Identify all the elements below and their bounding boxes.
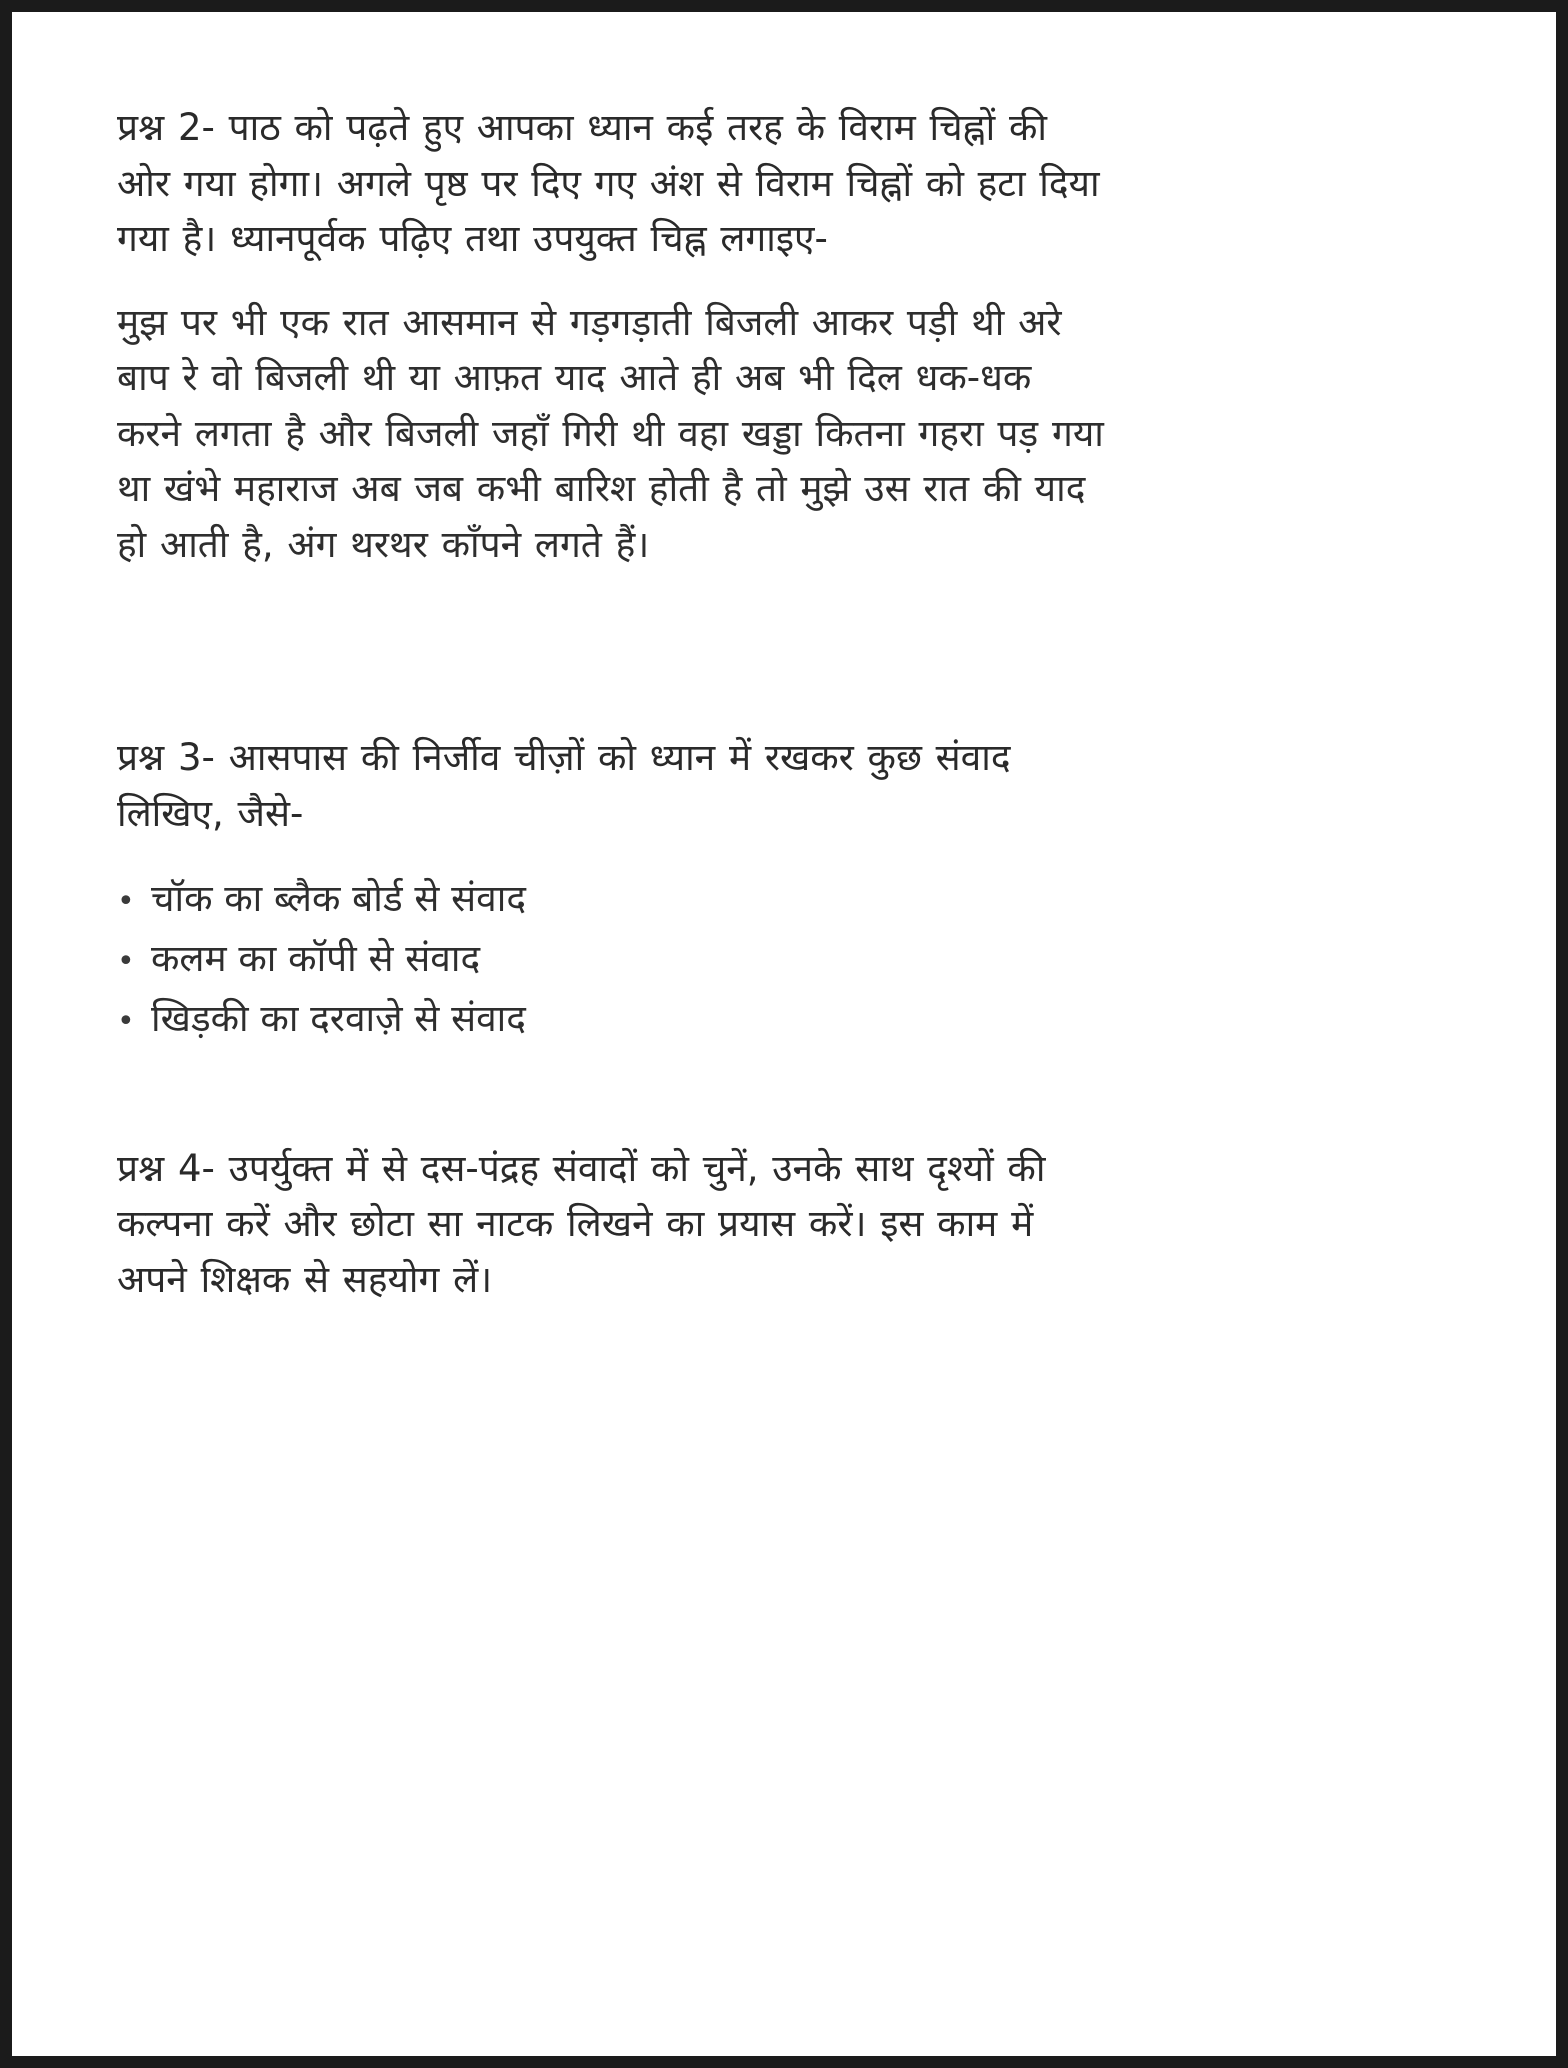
question-2-text: प्रश्न 2- पाठ को पढ़ते हुए आपका ध्यान कई तरह के विराम चिह्नों की ओर गया होगा। अगले पृष्ठ पर दिए गए अंश से विराम चिह्नों को हटा दिया गया है। ध्यानपूर्वक पढ़िए तथा उपयुक्त चिह्न लगाइए- <box>117 106 1100 260</box>
question-3-text: प्रश्न 3- आसपास की निर्जीव चीज़ों को ध्यान में रखकर कुछ संवाद लिखिए, जैसे- <box>117 736 1011 835</box>
list-item <box>117 869 1107 929</box>
bullet-icon: • <box>117 884 135 919</box>
bullet-icon: • <box>117 943 135 979</box>
question-4-text: प्रश्न 4- उपर्युक्त में से दस-पंद्रह संवादों को चुनें, उनके साथ दृश्यों की कल्पना करें और छोटा सा नाटक लिखने का प्रयास करें। इस काम में अपने शिक्षक से सहयोग लें। <box>117 1146 1046 1301</box>
spacer <box>117 1049 1107 1095</box>
page-content <box>117 100 1107 1335</box>
list-item-text: चॉक का ब्लैक बोर्ड से संवाद <box>151 877 526 920</box>
bullet-icon: • <box>117 1003 135 1039</box>
list-item <box>117 929 1107 989</box>
list-item-text: कलम का कॉपी से संवाद <box>151 936 481 980</box>
dialogue-examples-list <box>117 869 1107 1049</box>
passage-paragraph: मुझ पर भी एक रात आसमान से गड़गड़ाती बिजली आकर पड़ी थी अरे बाप रे वो बिजली थी या आफ़त याद आते ही अब भी दिल धक-धक करने लगता है और बिजली जहाँ गिरी थी वहा खड्डा कितना गहरा पड़ गया था खंभे महाराज अब जब कभी बारिश होती है तो मुझे उस रात की याद हो आती है, अंग थरथर काँपने लगते हैं। <box>117 300 1104 566</box>
spacer <box>117 1095 1107 1141</box>
list-item-text: खिड़की का दरवाज़े से संवाद <box>151 996 526 1040</box>
list-item <box>117 989 1107 1049</box>
spacer <box>117 600 1107 730</box>
